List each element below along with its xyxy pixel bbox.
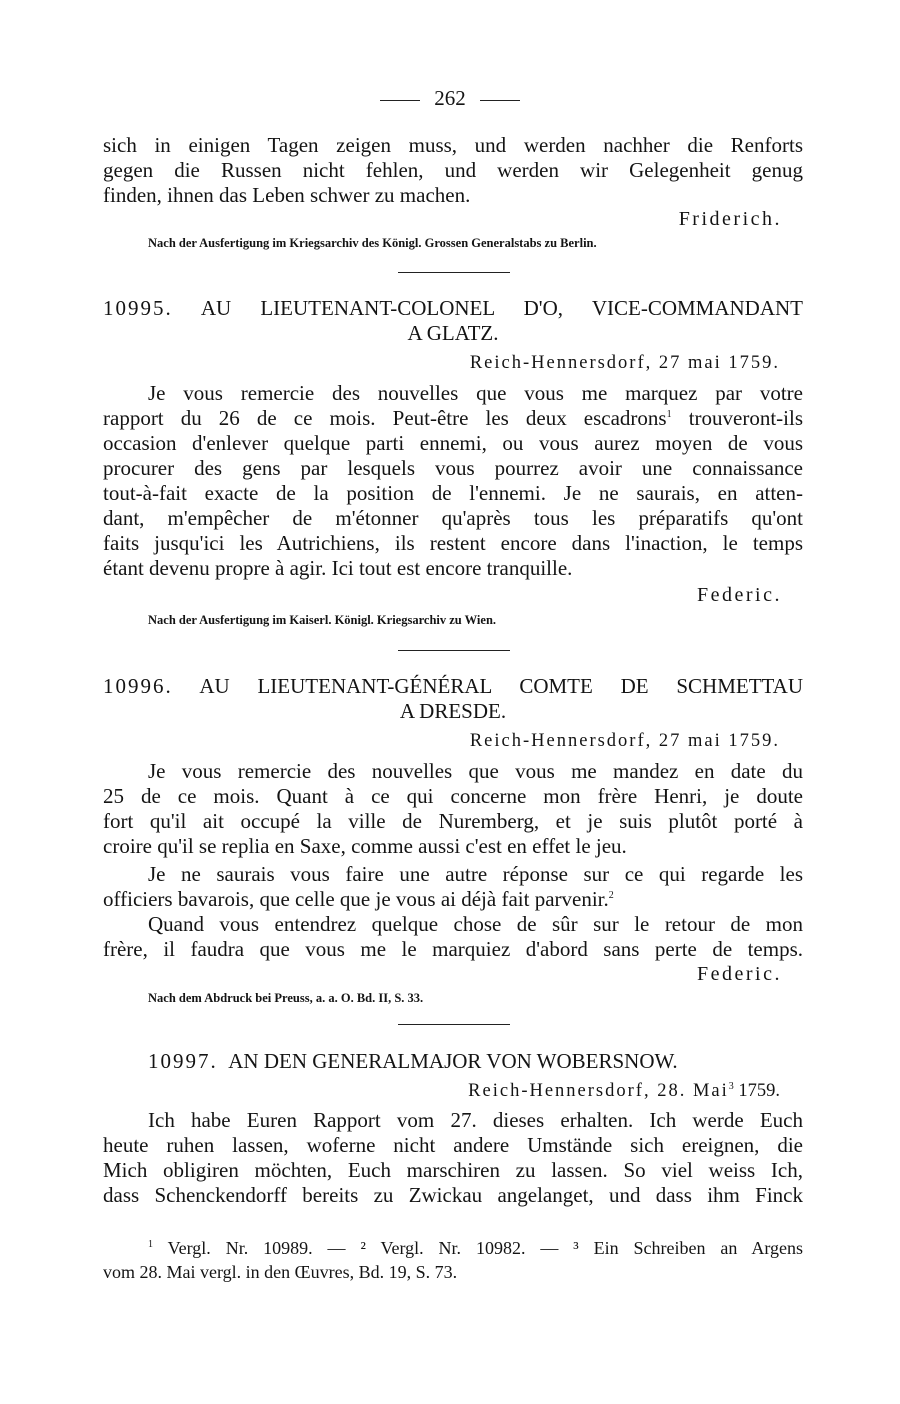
body-line: rapport du 26 de ce mois. Peut-être les deux escadrons$^1$ trouveront-ils — [103, 406, 803, 430]
source-note: Nach der Ausfertigung im Kriegsarchiv des Königl. Grossen Generalstabs zu Berlin. — [148, 236, 597, 250]
body-line: gegen die Russen nicht fehlen, und werden wir Gelegenheit genug — [103, 158, 803, 182]
letter-title-cont: A DRESDE. — [399, 699, 507, 723]
source-note: Nach der Ausfertigung im Kaiserl. Königl. Kriegsarchiv zu Wien. — [148, 613, 497, 627]
section-rule — [398, 650, 510, 651]
body-line: fort qu'il ait occupé la ville de Nuremberg, et je suis plutôt porté à — [103, 809, 803, 833]
body-line: officiers bavarois, que celle que je vous ai déjà fait parvenir.$^2$ — [103, 887, 614, 911]
footnote-line: vom 28. Mai vergl. in den Œuvres, Bd. 19, S. 73. — [103, 1262, 458, 1282]
section-rule — [398, 1024, 510, 1025]
place-date: Reich-Hennersdorf, 27 mai 1759. — [469, 731, 780, 751]
body-line: dass Schenckendorff bereits zu Zwickau angelanget, und dass ihm Finck — [103, 1183, 803, 1207]
body-line: Je vous remercie des nouvelles que vous me marquez par votre — [148, 381, 803, 405]
dash-right — [480, 100, 520, 101]
body-line: étant devenu propre à agir. Ici tout est encore tranquille. — [103, 556, 573, 580]
body-line: procurer des gens par lesquels vous pourrez avoir une connaissance — [103, 456, 803, 480]
letter-title: AU LIEUTENANT-GÉNÉRAL COMTE DE SCHMETTAU — [199, 674, 804, 698]
body-line: dant, m'empêcher de m'étonner qu'après tous les préparatifs qu'ont — [103, 506, 803, 530]
body-line: Mich obligiren möchten, Euch marschiren zu lassen. So viel weiss Ich, — [103, 1158, 803, 1182]
body-line: croire qu'il se replia en Saxe, comme aussi c'est en effet le jeu. — [103, 834, 627, 858]
body-line: finden, ihnen das Leben schwer zu machen. — [103, 183, 471, 207]
body-line: Quand vous entendrez quelque chose de sûr sur le retour de mon — [148, 912, 803, 936]
letter-title: AN DEN GENERALMAJOR VON WOBERSNOW. — [228, 1049, 678, 1073]
body-line: sich in einigen Tagen zeigen muss, und werden nachher die Renforts — [103, 133, 803, 157]
body-line: 25 de ce mois. Quant à ce qui concerne mon frère Henri, je doute — [103, 784, 803, 808]
body-line: heute ruhen lassen, woferne nicht andere Umstände sich ereignen, die — [103, 1133, 803, 1157]
body-line: faits jusqu'ici les Autrichiens, ils restent encore dans l'inaction, le temps — [103, 531, 803, 555]
letter-number: 10996. — [103, 674, 173, 698]
footnote-marker: 1 — [148, 1239, 153, 1250]
dash-left — [380, 100, 420, 101]
body-line: tout-à-fait exacte de la position de l'ennemi. Je ne saurais, en atten- — [103, 481, 803, 505]
body-line: occasion d'enlever quelque parti ennemi, ou vous aurez moyen de vous — [103, 431, 803, 455]
signature: Federic. — [697, 584, 782, 606]
letter-heading — [103, 296, 803, 321]
body-line: Je ne saurais vous faire une autre réponse sur ce qui regarde les — [148, 862, 803, 886]
body-line: Ich habe Euren Rapport vom 27. dieses erhalten. Ich werde Euch — [148, 1108, 803, 1132]
letter-number: 10995. — [103, 296, 173, 320]
letter-heading — [103, 674, 803, 699]
page-number: 262 — [0, 86, 900, 111]
body-line: Je vous remercie des nouvelles que vous me mandez en date du — [148, 759, 803, 783]
letter-title-cont: A GLATZ. — [407, 321, 499, 345]
footnote-marker: 1 — [666, 409, 672, 420]
section-rule — [398, 272, 510, 273]
body-line: frère, il faudra que vous me le marquiez d'abord sans perte de temps. — [103, 937, 803, 961]
footnote-marker: 3 — [728, 1080, 734, 1092]
letter-heading — [148, 1049, 803, 1074]
footnote-marker: 2 — [608, 890, 614, 901]
place-date: Reich-Hennersdorf, 27 mai 1759. — [469, 353, 780, 373]
place-date: Reich-Hennersdorf, 28. Mai$^3$ 1759. — [468, 1080, 780, 1101]
signature: Friderich. — [678, 208, 782, 230]
signature: Federic. — [697, 963, 782, 985]
letter-number: 10997. — [148, 1049, 218, 1073]
letter-title: AU LIEUTENANT-COLONEL D'O, VICE-COMMANDANT — [200, 296, 803, 320]
footnote-line: $^1$ Vergl. Nr. 10989. — ² Vergl. Nr. 10982. — ³ Ein Schreiben an Argens — [148, 1238, 804, 1258]
source-note: Nach dem Abdruck bei Preuss, a. a. O. Bd. II, S. 33. — [148, 991, 424, 1005]
